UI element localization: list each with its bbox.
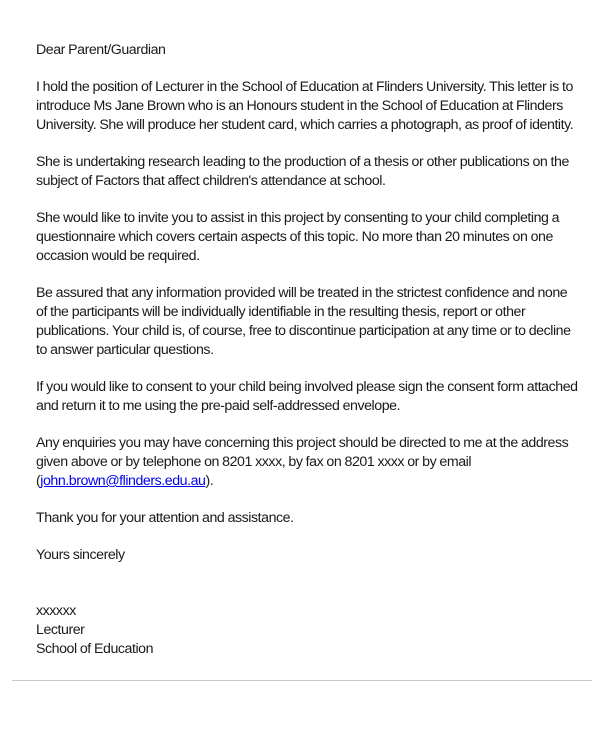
salutation: Dear Parent/Guardian [36, 42, 166, 58]
letter-body [36, 41, 581, 659]
paren-open: ( [36, 473, 41, 489]
paragraph-confidentiality: Be assured that any information provided will be treated in the strictest confidence and none of the participants will be individually identifiable in the resulting thesis, report or other publications. Your child is, of course, free to discontinue participation at any time or to decline to answer particular questions. [36, 285, 571, 358]
email-link[interactable]: john.brown@flinders.edu.au [40, 473, 206, 489]
signature-title: Lecturer [36, 622, 85, 638]
thanks-line: Thank you for your attention and assistance. [36, 510, 294, 526]
paren-close: ). [205, 473, 214, 489]
closing: Yours sincerely [36, 547, 125, 563]
signature-space [36, 565, 581, 602]
paragraph-introduction: I hold the position of Lecturer in the School of Education at Flinders University. This letter is to introduce Ms Jane Brown who is an Honours student in the School of Education at Flinders University. She will produce her student card, which carries a photograph, as proof of identity. [36, 79, 574, 133]
paragraph-consent: If you would like to consent to your child being involved please sign the consent form attached and return it to me using the pre-paid self-addressed envelope. [36, 379, 578, 414]
page-divider [12, 680, 592, 681]
signature-department: School of Education [36, 641, 154, 657]
signature-name: xxxxxx [36, 603, 76, 619]
paragraph-research: She is undertaking research leading to the production of a thesis or other publications on the subject of Factors that affect children's attendance at school. [36, 154, 569, 189]
paragraph-enquiries [36, 434, 581, 491]
paragraph-invitation: She would like to invite you to assist in this project by consenting to your child completing a questionnaire which covers certain aspects of this topic. No more than 20 minutes on one occasion would be required. [36, 210, 560, 264]
enquiries-text: Any enquiries you may have concerning this project should be directed to me at the address given above or by telephone on 8201 xxxx, by fax on 8201 xxxx or by email [36, 435, 569, 470]
